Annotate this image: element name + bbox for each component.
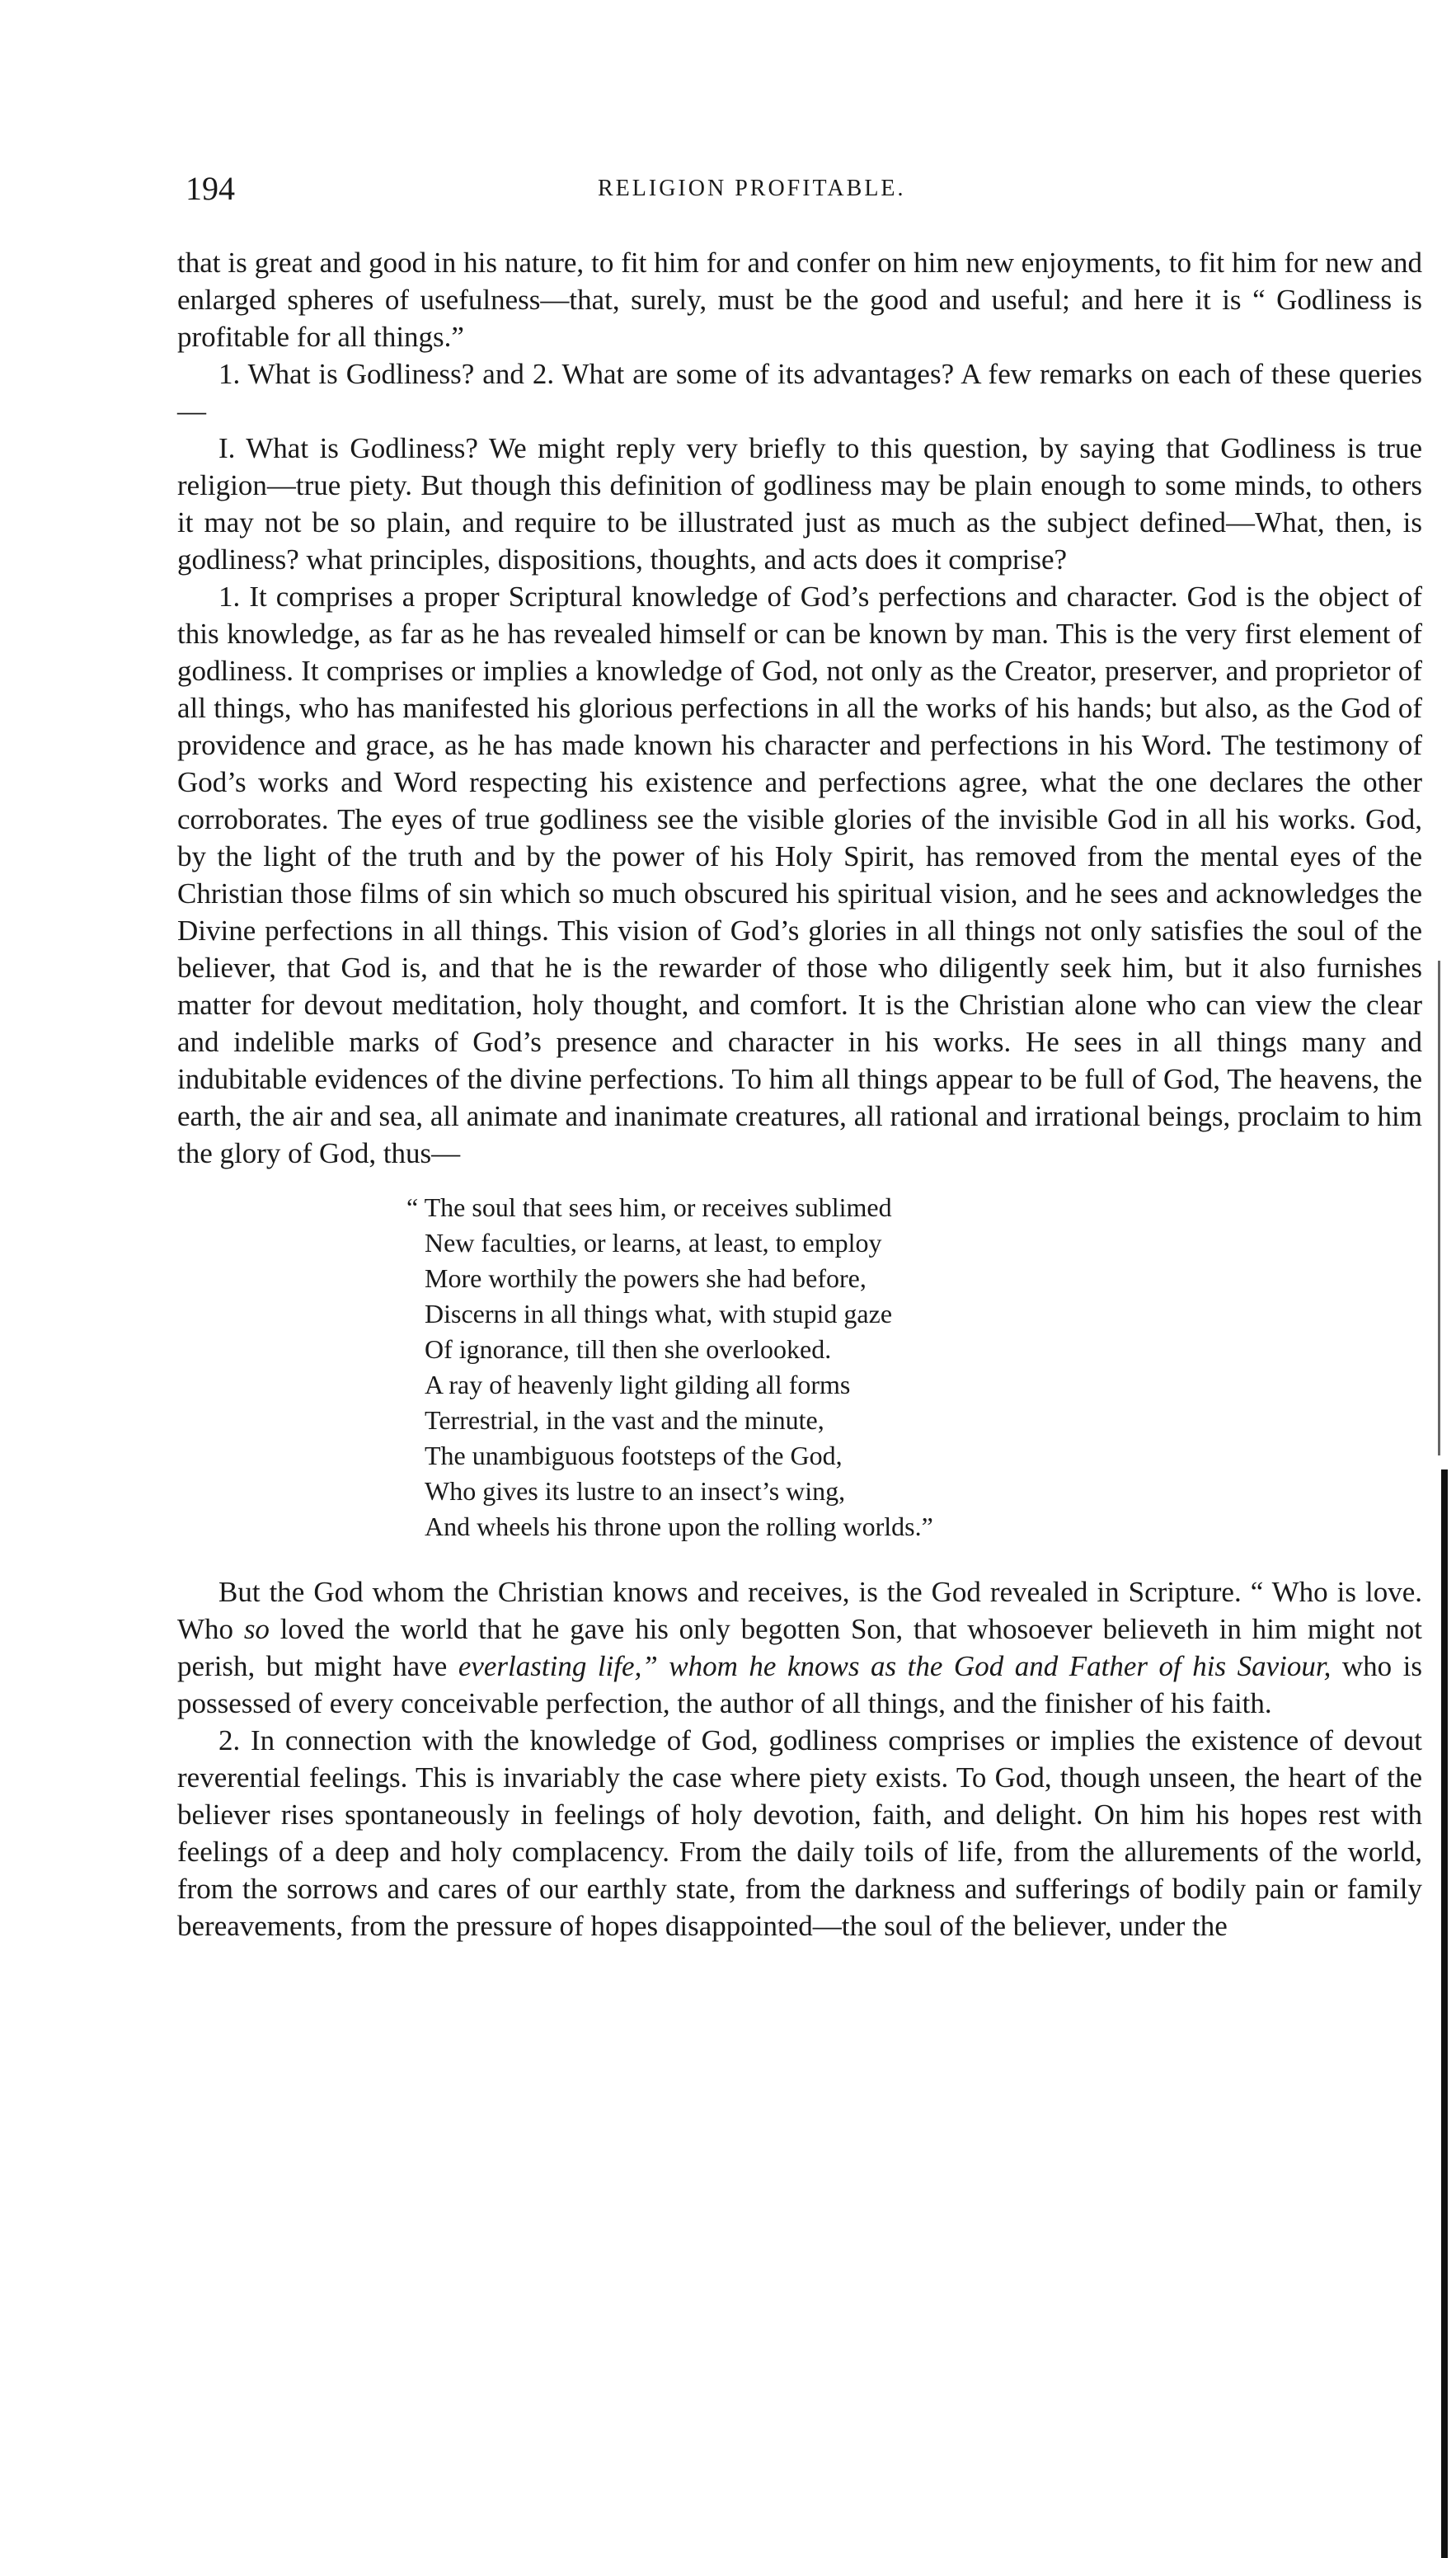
paragraph-queries: 1. What is Godliness? and 2. What are some of its advantages? A few remarks on each of these queries— — [177, 358, 1422, 427]
verse-line: Terrestrial, in the vast and the minute, — [425, 1405, 824, 1435]
verse-line: New faculties, or learns, at least, to employ — [425, 1228, 882, 1258]
verse-line: Discerns in all things what, with stupid gaze — [425, 1299, 893, 1328]
page-header — [186, 169, 1435, 210]
page-number: 194 — [186, 170, 235, 207]
verse-line: “ The soul that sees him, or receives sublimed — [406, 1192, 892, 1222]
paragraph-reverential-feelings: 2. In connection with the knowledge of God, godliness comprises or implies the existence of devout reverential feelings. This is invariably the case where piety exists. To God, though unseen, the heart of the believer rises spontaneously in feelings of holy devotion, faith, and delight. On him his hopes rest with feelings of a deep and holy complacency. From the daily toils of life, from the allurements of the world, from the sorrows and cares of our earthly state, from the darkness and sufferings of bodily pain or family bereavements, from the pressure of hopes disappointed—the soul of the believer, under the — [177, 1724, 1422, 1942]
paragraph-text-part: who is possessed of every conceivable perfection, the author of all things, and the finisher of his faith. — [177, 1650, 1422, 1719]
verse-line: Of ignorance, till then she overlooked. — [425, 1334, 832, 1364]
running-title: RELIGION PROFITABLE. — [598, 176, 906, 201]
paragraph-knowledge-of-god: 1. It comprises a proper Scriptural knowledge of God’s perfections and character. God is the object of this knowledge, as far as he has revealed himself or can be known by man. This is the very first element of godliness. It comprises or implies a knowledge of God, not only as the Creator, preserver, and proprietor of all things, who has manifested his glorious perfections in all the works of his hands; but also, as the God of providence and grace, as he has made known his character and perfections in his Word. The testimony of God’s works and Word respecting his existence and perfections agree, what the one declares the other corroborates. The eyes of true godliness see the visible glories of the invisible God in all his works. God, by the light of the truth and by the power of his Holy Spirit, has removed from the mental eyes of the Christian those films of sin which so much obscured his spiritual vision, and he sees and acknowledges the Divine perfections in all things. This vision of God’s glories in all things not only satisfies the soul of the believer, that God is, and that he is the rewarder of those who diligently seek him, but it also furnishes matter for devout meditation, holy thought, and comfort. It is the Christian alone who can view the clear and indelible marks of God’s presence and character in his works. He sees in all things many and indubitable evidences of the divine perfections. To him all things appear to be full of God, The heavens, the earth, the air and sea, all animate and inanimate creatures, all rational and irrational beings, proclaim to him the glory of God, thus— — [177, 581, 1422, 1169]
verse-quotation — [406, 1190, 1422, 1545]
binding-shadow-thin — [1438, 961, 1440, 1455]
paragraph-italic-word: so — [243, 1613, 270, 1645]
paragraph-text-part: But the God whom the Christian knows and receives, is the God revealed in Scripture. “ Who is love. Who — [177, 1576, 1422, 1645]
paragraph-what-is-godliness: I. What is Godliness? We might reply very briefly to this question, by saying that Godliness is true religion—true piety. But though this definition of godliness may be plain enough to some minds, to others it may not be so plain, and require to be illustrated just as much as the subject defined—What, then, is godliness? what principles, dispositions, thoughts, and acts does it comprise? — [177, 432, 1422, 576]
paragraph-text-part: loved the world that he gave his only begotten Son, that whosoever believeth in him might not perish, but might have — [177, 1613, 1422, 1682]
body-text — [177, 244, 1422, 1944]
binding-shadow — [1441, 1469, 1448, 2558]
verse-line: The unambiguous footsteps of the God, — [425, 1441, 843, 1470]
paragraph-god-revealed — [177, 1573, 1422, 1722]
verse-line: Who gives its lustre to an insect’s wing, — [425, 1476, 846, 1506]
verse-line: A ray of heavenly light gilding all forms — [425, 1370, 851, 1399]
verse-line: More worthily the powers she had before, — [425, 1263, 867, 1293]
verse-line: And wheels his throne upon the rolling worlds.” — [425, 1512, 933, 1541]
paragraph-italic-phrase: everlasting life,” whom he knows as the God and Father of his Saviour, — [458, 1650, 1332, 1682]
paragraph-continuation: that is great and good in his nature, to fit him for and confer on him new enjoyments, to fit him for new and enlarged spheres of usefulness—that, surely, must be the good and useful; and here it is “ Godliness is profitable for all things.” — [177, 247, 1422, 353]
